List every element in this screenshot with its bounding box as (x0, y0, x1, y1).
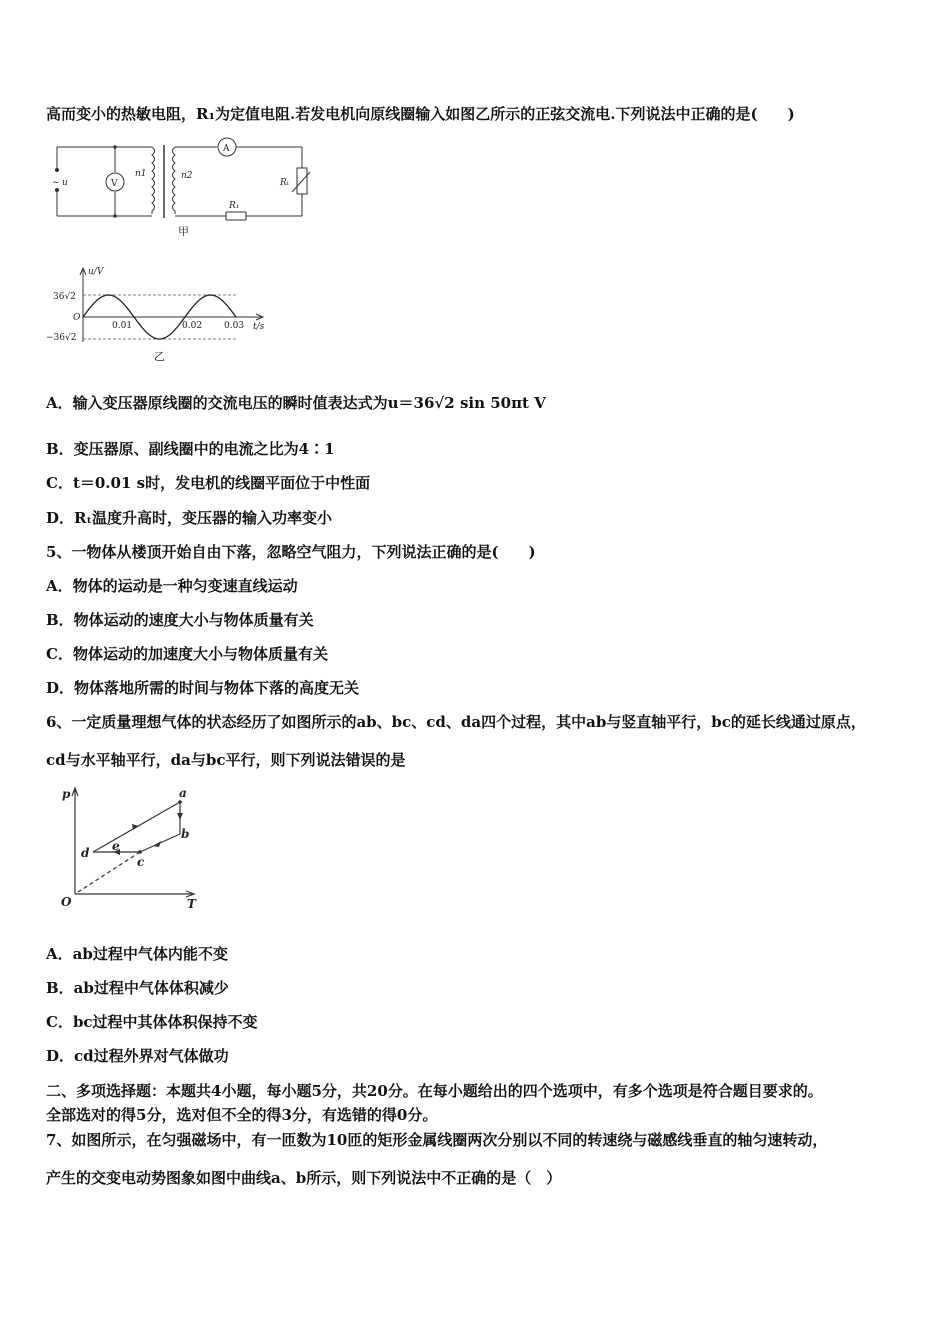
q5-option-c: C．物体运动的加速度大小与物体质量有关 (46, 645, 328, 663)
section2-line2: 全部选对的得5分，选对但不全的得3分，有选错的得0分。 (46, 1106, 438, 1124)
y-axis-label: u/V (88, 267, 104, 277)
y-tick-top: 36√2 (53, 292, 76, 302)
sine-wave-chart-yi (40, 262, 280, 367)
arrow-ab (177, 813, 183, 820)
q5-option-d: D．物体落地所需的时间与物体下落的高度无关 (46, 679, 360, 697)
y-tick-origin: O (73, 313, 81, 323)
n1-label: n1 (135, 169, 147, 179)
caption-yi: 乙 (154, 350, 165, 363)
origin-label: O (61, 895, 72, 909)
voltmeter-label: V (111, 179, 118, 189)
q6-option-c: C．bc过程中其体体积保持不变 (46, 1013, 258, 1031)
pt-diagram (55, 782, 205, 912)
q6-option-d: D．cd过程外界对气体做功 (46, 1047, 229, 1065)
q4-option-c: C．t＝0.01 s时，发电机的线圈平面位于中性面 (46, 474, 371, 492)
u-label: u (62, 178, 68, 188)
q6-stem-line1: 6、一定质量理想气体的状态经历了如图所示的ab、bc、cd、da四个过程，其中ab与竖直轴平行，bc的延长线通过原点， (46, 713, 866, 731)
point-e-label: e (112, 839, 120, 853)
q4-option-a: A．输入变压器原线圈的交流电压的瞬时值表达式为u＝36√2 sin 50πt V (46, 394, 546, 412)
r1-label: R₁ (229, 201, 240, 211)
x-axis-label: t/s (253, 322, 265, 332)
rt-label: Rₜ (280, 178, 289, 188)
q7-line1: 7、如图所示，在匀强磁场中，有一匝数为10匝的矩形金属线圈两次分别以不同的转速绕与磁感线垂直的轴匀速转动， (46, 1131, 828, 1149)
q6-option-b: B．ab过程中气体体积减少 (46, 979, 229, 997)
p-label: p (62, 787, 71, 801)
point-b-label: b (181, 827, 190, 841)
q4-intro: 高而变小的热敏电阻，R₁为定值电阻.若发电机向原线圈输入如图乙所示的正弦交流电.下列说法中正确的是( ) (46, 105, 795, 123)
arrow-bc (153, 841, 161, 847)
t-label: T (187, 897, 196, 911)
x-tick-003: 0.03 (224, 321, 245, 331)
x-tick-002: 0.02 (182, 321, 203, 331)
q6-stem-line2: cd与水平轴平行，da与bc平行，则下列说法错误的是 (46, 751, 406, 769)
q5-option-b: B．物体运动的速度大小与物体质量有关 (46, 611, 314, 629)
n2-label: n2 (181, 171, 193, 181)
point-d-label: d (81, 846, 90, 860)
q4-option-d: D．Rₜ温度升高时，变压器的输入功率变小 (46, 509, 333, 527)
caption-jia: 甲 (178, 225, 189, 238)
ammeter-label: A (223, 144, 230, 154)
q6-option-a: A．ab过程中气体内能不变 (46, 945, 228, 963)
point-c-label: c (137, 855, 145, 869)
arrow-da (132, 824, 139, 830)
tilde-label: ~ (52, 178, 60, 188)
circuit-figure-jia (40, 130, 340, 245)
q4-option-b: B．变压器原、副线圈中的电流之比为4∶1 (46, 440, 335, 458)
q5-stem: 5、一物体从楼顶开始自由下落，忽略空气阻力，下列说法正确的是( ) (46, 543, 536, 561)
section2-line1: 二、多项选择题：本题共4小题，每小题5分，共20分。在每小题给出的四个选项中，有多个选项是符合题目要求的。 (46, 1082, 823, 1100)
point-a-label: a (179, 786, 187, 800)
y-tick-bottom: −36√2 (46, 333, 77, 343)
x-tick-001: 0.01 (112, 321, 133, 331)
q7-line2: 产生的交变电动势图象如图中曲线a、b所示，则下列说法中不正确的是（ ） (46, 1169, 562, 1187)
q5-option-a: A．物体的运动是一种匀变速直线运动 (46, 577, 298, 595)
